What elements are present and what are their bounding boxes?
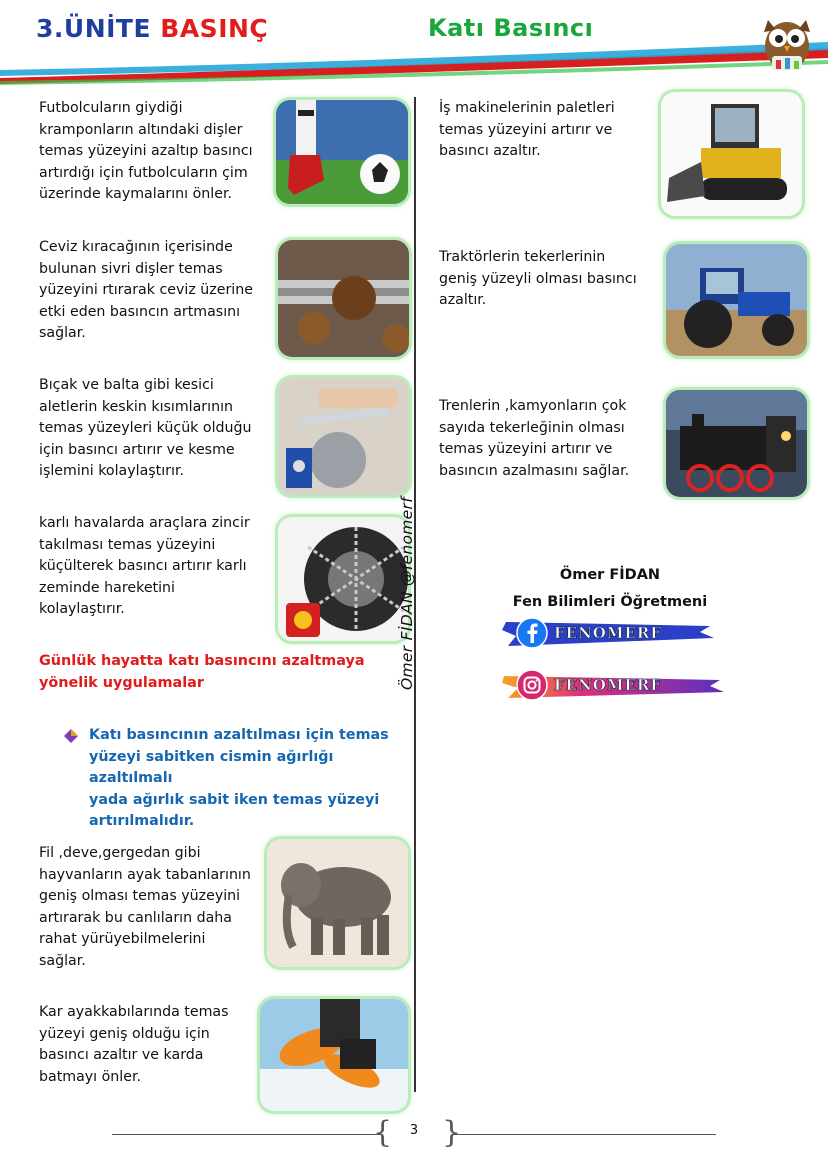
- bullet-diamond-icon: [64, 729, 78, 743]
- nutcracker-photo: [278, 240, 409, 357]
- facebook-icon: [516, 617, 548, 649]
- elephant-photo: [267, 839, 408, 967]
- facebook-badge[interactable]: [500, 616, 715, 650]
- snowshoe-photo: [260, 999, 408, 1111]
- instagram-badge[interactable]: [500, 668, 725, 702]
- facebook-handle: FENOMERF: [554, 624, 663, 642]
- tractor-text: Traktörlerin tekerlerinin geniş yüzeyli olması basıncı azaltır.: [439, 249, 637, 308]
- footer-left-brace-icon: {: [373, 1115, 393, 1150]
- topic-title: Katı Basıncı: [428, 14, 594, 42]
- owl-mascot-icon: [758, 6, 816, 74]
- snow-chain-text: karlı havalarda araçlara zincir takılması temas yüzeyini küçülterek basıncı artırır karlı zeminde hareketini kolaylaştırır.: [39, 515, 250, 617]
- cleats-football-photo: [276, 100, 408, 204]
- snow-chain-tire-photo: [278, 517, 408, 641]
- page-number: 3: [409, 1123, 419, 1138]
- footer-right-brace-icon: }: [442, 1115, 462, 1150]
- knife-text: Bıçak ve balta gibi kesici aletlerin keskin kısımlarının temas yüzeyleri küçük olduğu için basıncı artırır ve kesme işlemini kolaylaştırır.: [39, 377, 252, 479]
- knife-sharpening-photo: [278, 378, 409, 495]
- track-loader-text: İş makinelerinin paletleri temas yüzeyini artırır ve basıncı azaltır.: [439, 100, 615, 159]
- unit-title: [36, 14, 268, 43]
- footer-line-right: [452, 1134, 716, 1135]
- snowshoe-text: Kar ayakkabılarında temas yüzeyi geniş olduğu için basıncı azaltır ve karda batmayı önler.: [39, 1004, 229, 1085]
- nutcracker-text: Ceviz kıracağının içerisinde bulunan sivri dişler temas yüzeyini rtırarak ceviz üzerine etki eden basıncın artmasını sağlar.: [39, 239, 253, 341]
- track-loader-photo: [661, 92, 802, 216]
- author-name: Ömer FİDAN: [559, 567, 661, 583]
- unit-name: BASINÇ: [160, 14, 269, 43]
- train-photo: [666, 390, 807, 497]
- instagram-icon: [516, 669, 548, 701]
- footer-line-left: [112, 1134, 380, 1135]
- bullet-note: Katı basıncının azaltılması için temas yüzeyi sabitken cismin ağırlığı azaltılmalı yada ağırlık sabit iken temas yüzeyi artırılmalıdır.: [89, 727, 389, 829]
- cleats-text: Futbolcuların giydiği kramponların altındaki dişler temas yüzeyini azaltıp basıncı artırdığı için futbolcuların çim üzerinde kaymalarını önler.: [39, 100, 253, 202]
- animals-text: Fil ,deve,gergedan gibi hayvanların ayak tabanlarının geniş olması temas yüzeyini artırarak bu canlıların daha rahat yürüyebilmelerini sağlar.: [39, 845, 251, 969]
- train-text: Trenlerin ,kamyonların çok sayıda tekerleğinin olması temas yüzeyini artırır ve basıncın azalmasını sağlar.: [439, 398, 630, 479]
- tractor-photo: [666, 244, 807, 356]
- vertical-credit: Ömer FİDAN @fenomerf: [398, 497, 416, 690]
- author-role: Fen Bilimleri Öğretmeni: [512, 594, 708, 610]
- unit-prefix: 3.ÜNİTE: [36, 14, 152, 43]
- instagram-handle: FENOMERF: [554, 676, 663, 694]
- section-heading: Günlük hayatta katı basıncını azaltmaya yönelik uygulamalar: [39, 653, 365, 691]
- header-swoosh: [0, 40, 828, 85]
